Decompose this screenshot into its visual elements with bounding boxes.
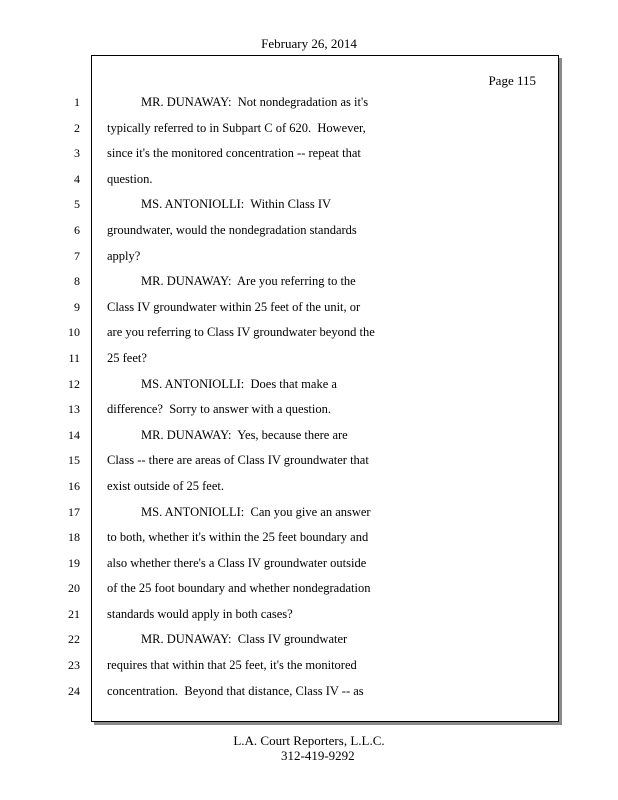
transcript-line: MR. DUNAWAY: Class IV groundwater <box>141 632 348 647</box>
transcript-line: Class -- there are areas of Class IV groundwater that <box>107 453 369 468</box>
line-number: 24 <box>68 683 80 698</box>
transcript-line: typically referred to in Subpart C of 620. However, <box>107 120 366 135</box>
transcript-line: MR. DUNAWAY: Yes, because there are <box>141 427 348 442</box>
transcript-line: MR. DUNAWAY: Are you referring to the <box>141 274 356 289</box>
header-date: February 26, 2014 <box>261 36 357 51</box>
line-number: 23 <box>68 658 80 673</box>
transcript-line: of the 25 foot boundary and whether nondegradation <box>107 581 371 596</box>
page-number: Page 115 <box>488 73 536 88</box>
line-number: 18 <box>68 530 80 545</box>
line-number: 19 <box>68 555 80 570</box>
line-number: 16 <box>68 478 80 493</box>
footer <box>0 733 618 763</box>
line-number: 13 <box>68 402 80 417</box>
line-number: 14 <box>68 427 80 442</box>
transcript-line: concentration. Beyond that distance, Class IV -- as <box>107 683 364 698</box>
transcript-line: standards would apply in both cases? <box>107 606 293 621</box>
transcript-line: 25 feet? <box>107 350 147 365</box>
line-number: 4 <box>74 171 80 186</box>
transcript-line: requires that within that 25 feet, it's the monitored <box>107 658 357 673</box>
line-number: 10 <box>68 325 80 340</box>
transcript-line: since it's the monitored concentration -- repeat that <box>107 146 361 161</box>
transcript-line: question. <box>107 171 153 186</box>
line-number: 1 <box>74 95 80 109</box>
line-number: 20 <box>68 581 80 596</box>
transcript-line: MR. DUNAWAY: Not nondegradation as it's <box>141 95 369 109</box>
line-number: 15 <box>68 453 80 468</box>
footer-phone: 312-419-9292 <box>281 748 355 763</box>
transcript-line: are you referring to Class IV groundwater beyond the <box>107 325 375 340</box>
line-number: 8 <box>74 274 80 289</box>
line-number: 21 <box>68 606 80 621</box>
transcript-line: difference? Sorry to answer with a question. <box>107 402 332 417</box>
line-number: 5 <box>74 197 80 212</box>
line-number-column <box>40 94 80 708</box>
line-number: 22 <box>68 632 80 647</box>
footer-company: L.A. Court Reporters, L.L.C. <box>233 733 385 748</box>
line-number: 9 <box>74 299 80 314</box>
transcript-line: to both, whether it's within the 25 feet boundary and <box>107 530 369 545</box>
line-number: 2 <box>74 120 80 135</box>
line-number: 12 <box>68 376 80 391</box>
transcript-line: apply? <box>107 248 141 263</box>
line-number: 17 <box>68 504 80 519</box>
transcript-line: Class IV groundwater within 25 feet of the unit, or <box>107 299 361 314</box>
transcript-line: also whether there's a Class IV groundwater outside <box>107 555 367 570</box>
transcript-line: groundwater, would the nondegradation standards <box>107 222 357 237</box>
transcript-line: exist outside of 25 feet. <box>107 478 224 493</box>
transcript-line: MS. ANTONIOLLI: Can you give an answer <box>141 504 371 519</box>
transcript-line: MS. ANTONIOLLI: Within Class IV <box>141 197 332 212</box>
line-number: 11 <box>68 350 80 365</box>
transcript-body <box>107 94 547 708</box>
line-number: 7 <box>74 248 80 263</box>
line-number: 3 <box>74 146 80 161</box>
line-number: 6 <box>74 222 80 237</box>
transcript-line: MS. ANTONIOLLI: Does that make a <box>141 376 337 391</box>
